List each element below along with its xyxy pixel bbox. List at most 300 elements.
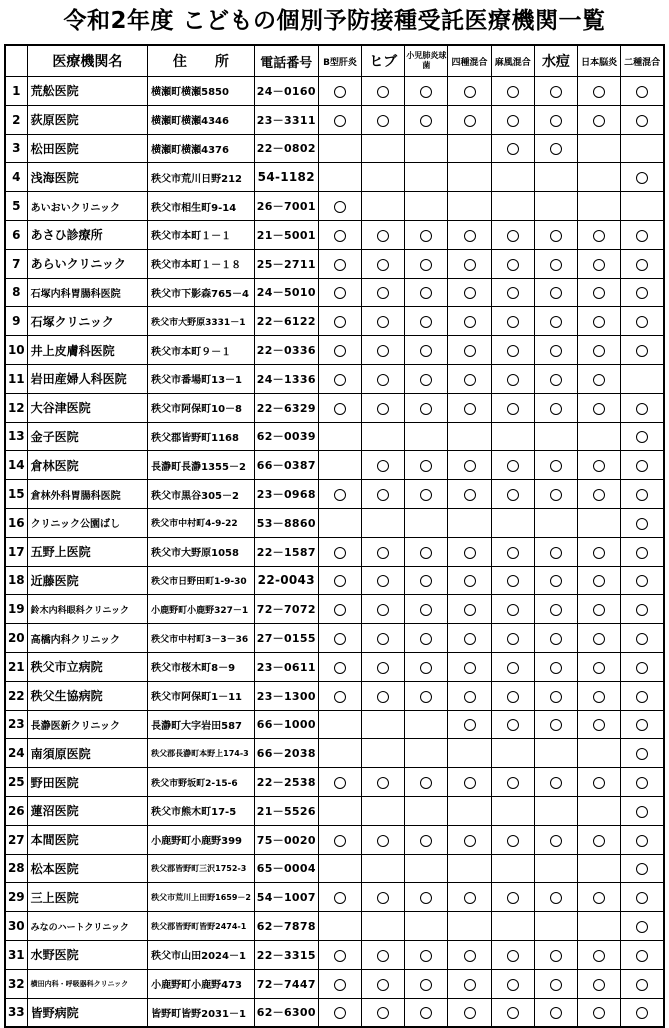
available-circle-icon <box>420 489 432 501</box>
vaccine-cell <box>405 163 448 192</box>
available-circle-icon <box>420 950 432 962</box>
vaccine-cell <box>621 998 664 1027</box>
vaccine-cell <box>578 595 621 624</box>
available-circle-icon <box>464 403 476 415</box>
available-circle-icon <box>636 489 648 501</box>
vaccine-cell <box>534 77 577 106</box>
available-circle-icon <box>464 86 476 98</box>
table-row <box>5 508 664 537</box>
header-vaccine-pneumococcal: 小児肺炎球菌 <box>405 45 448 77</box>
available-circle-icon <box>550 835 562 847</box>
vaccine-cell <box>578 220 621 249</box>
clinic-tel: 22－2538 <box>254 768 318 797</box>
clinic-address: 秩父市桜木町8－9 <box>148 652 254 681</box>
available-circle-icon <box>464 316 476 328</box>
vaccine-cell <box>448 422 491 451</box>
row-number: 5 <box>5 192 27 221</box>
row-number: 22 <box>5 681 27 710</box>
vaccine-cell <box>578 883 621 912</box>
vaccine-cell <box>578 624 621 653</box>
vaccine-cell <box>318 249 361 278</box>
vaccine-cell <box>448 77 491 106</box>
vaccine-cell <box>318 768 361 797</box>
available-circle-icon <box>550 633 562 645</box>
row-number: 21 <box>5 652 27 681</box>
header-vaccine-dt: 二種混合 <box>621 45 664 77</box>
available-circle-icon <box>377 633 389 645</box>
vaccine-cell <box>491 825 534 854</box>
vaccine-cell <box>405 278 448 307</box>
vaccine-cell <box>621 912 664 941</box>
vaccine-cell <box>491 739 534 768</box>
vaccine-cell <box>448 249 491 278</box>
clinic-name: あさひ診療所 <box>27 220 148 249</box>
vaccine-cell <box>534 883 577 912</box>
vaccine-cell <box>621 940 664 969</box>
table-row <box>5 998 664 1027</box>
table-row <box>5 249 664 278</box>
available-circle-icon <box>636 431 648 443</box>
vaccine-cell <box>491 134 534 163</box>
vaccine-cell <box>318 825 361 854</box>
available-circle-icon <box>636 863 648 875</box>
clinic-name: クリニック公園ばし <box>27 508 148 537</box>
available-circle-icon <box>377 662 389 674</box>
vaccine-cell <box>491 220 534 249</box>
table-row <box>5 739 664 768</box>
available-circle-icon <box>334 201 346 213</box>
vaccine-cell <box>318 192 361 221</box>
vaccine-cell <box>405 451 448 480</box>
vaccine-cell <box>318 451 361 480</box>
vaccine-cell <box>318 566 361 595</box>
vaccine-cell <box>578 278 621 307</box>
clinic-name: 松本医院 <box>27 854 148 883</box>
vaccine-cell <box>534 220 577 249</box>
vaccine-cell <box>621 710 664 739</box>
clinic-tel: 22-0043 <box>254 566 318 595</box>
vaccine-cell <box>621 566 664 595</box>
available-circle-icon <box>636 835 648 847</box>
row-number: 2 <box>5 105 27 134</box>
available-circle-icon <box>593 374 605 386</box>
vaccine-cell <box>448 134 491 163</box>
vaccine-cell <box>448 624 491 653</box>
clinic-tel: 54-1182 <box>254 163 318 192</box>
clinic-address: 秩父市荒川上田野1659－2 <box>148 883 254 912</box>
vaccine-cell <box>491 77 534 106</box>
clinic-address: 皆野町皆野2031－1 <box>148 998 254 1027</box>
vaccine-cell <box>491 969 534 998</box>
vaccine-cell <box>318 624 361 653</box>
clinic-address: 秩父郡皆野町三沢1752-3 <box>148 854 254 883</box>
available-circle-icon <box>377 230 389 242</box>
vaccine-cell <box>448 480 491 509</box>
table-row <box>5 105 664 134</box>
clinic-address: 秩父市阿保町10－8 <box>148 393 254 422</box>
clinic-tel: 72－7072 <box>254 595 318 624</box>
vaccine-cell <box>578 134 621 163</box>
clinic-name: 長瀞医新クリニック <box>27 710 148 739</box>
table-row <box>5 710 664 739</box>
vaccine-cell <box>491 710 534 739</box>
header-vaccine-hib: ヒブ <box>362 45 405 77</box>
vaccine-cell <box>448 163 491 192</box>
available-circle-icon <box>636 259 648 271</box>
clinic-address: 秩父市相生町9-14 <box>148 192 254 221</box>
available-circle-icon <box>550 287 562 299</box>
available-circle-icon <box>334 575 346 587</box>
vaccine-cell <box>318 134 361 163</box>
available-circle-icon <box>334 691 346 703</box>
vaccine-cell <box>578 508 621 537</box>
vaccine-cell <box>578 998 621 1027</box>
clinic-tel: 25－2711 <box>254 249 318 278</box>
vaccine-cell <box>534 307 577 336</box>
vaccine-cell <box>362 998 405 1027</box>
available-circle-icon <box>420 403 432 415</box>
vaccine-cell <box>448 537 491 566</box>
vaccine-cell <box>405 134 448 163</box>
vaccine-cell <box>621 393 664 422</box>
available-circle-icon <box>420 979 432 991</box>
clinic-name: 秩父生協病院 <box>27 681 148 710</box>
clinic-address: 小鹿野町小鹿野327－1 <box>148 595 254 624</box>
vaccine-cell <box>578 681 621 710</box>
clinic-name: 大谷津医院 <box>27 393 148 422</box>
row-number: 28 <box>5 854 27 883</box>
row-number: 31 <box>5 940 27 969</box>
clinic-address: 秩父市本町９－１ <box>148 336 254 365</box>
vaccine-cell <box>405 422 448 451</box>
vaccine-cell <box>534 537 577 566</box>
vaccine-cell <box>362 796 405 825</box>
row-number: 16 <box>5 508 27 537</box>
table-row <box>5 480 664 509</box>
table-row <box>5 393 664 422</box>
row-number: 26 <box>5 796 27 825</box>
vaccine-cell <box>405 883 448 912</box>
clinic-address: 秩父市阿保町1－11 <box>148 681 254 710</box>
available-circle-icon <box>507 604 519 616</box>
vaccine-cell <box>405 364 448 393</box>
available-circle-icon <box>550 230 562 242</box>
vaccine-cell <box>448 652 491 681</box>
vaccine-cell <box>362 739 405 768</box>
available-circle-icon <box>507 489 519 501</box>
vaccine-cell <box>405 854 448 883</box>
available-circle-icon <box>334 604 346 616</box>
vaccine-cell <box>362 278 405 307</box>
clinic-address: 秩父市山田2024－1 <box>148 940 254 969</box>
clinic-tel: 75－0020 <box>254 825 318 854</box>
available-circle-icon <box>420 777 432 789</box>
table-row <box>5 77 664 106</box>
vaccine-cell <box>534 998 577 1027</box>
available-circle-icon <box>377 604 389 616</box>
available-circle-icon <box>507 1007 519 1019</box>
clinic-tel: 22－0336 <box>254 336 318 365</box>
clinic-tel: 21－5001 <box>254 220 318 249</box>
vaccine-cell <box>534 912 577 941</box>
vaccine-cell <box>362 595 405 624</box>
vaccine-cell <box>448 883 491 912</box>
vaccine-cell <box>448 854 491 883</box>
vaccine-cell <box>534 393 577 422</box>
vaccine-cell <box>362 336 405 365</box>
table-row <box>5 451 664 480</box>
vaccine-cell <box>318 912 361 941</box>
vaccine-cell <box>448 710 491 739</box>
vaccine-cell <box>491 364 534 393</box>
vaccine-cell <box>318 336 361 365</box>
available-circle-icon <box>377 316 389 328</box>
vaccine-cell <box>621 220 664 249</box>
table-body <box>5 77 664 1028</box>
clinic-tel: 54－1007 <box>254 883 318 912</box>
vaccine-cell <box>318 508 361 537</box>
available-circle-icon <box>377 892 389 904</box>
available-circle-icon <box>464 230 476 242</box>
clinic-tel: 62－7878 <box>254 912 318 941</box>
available-circle-icon <box>550 143 562 155</box>
vaccine-cell <box>491 883 534 912</box>
table-row <box>5 537 664 566</box>
table-row <box>5 652 664 681</box>
vaccine-cell <box>578 940 621 969</box>
vaccine-cell <box>534 710 577 739</box>
vaccine-cell <box>362 134 405 163</box>
clinic-name: 五野上医院 <box>27 537 148 566</box>
available-circle-icon <box>507 979 519 991</box>
available-circle-icon <box>550 950 562 962</box>
vaccine-cell <box>578 105 621 134</box>
clinic-name: 野田医院 <box>27 768 148 797</box>
vaccine-cell <box>362 537 405 566</box>
available-circle-icon <box>507 777 519 789</box>
available-circle-icon <box>420 547 432 559</box>
clinic-name: 南須原医院 <box>27 739 148 768</box>
clinic-address: 横瀬町横瀬4346 <box>148 105 254 134</box>
vaccine-cell <box>405 969 448 998</box>
available-circle-icon <box>464 777 476 789</box>
vaccine-cell <box>491 422 534 451</box>
available-circle-icon <box>507 374 519 386</box>
clinic-name: あらいクリニック <box>27 249 148 278</box>
available-circle-icon <box>507 633 519 645</box>
header-vaccine-dpt-ipv: 四種混合 <box>448 45 491 77</box>
clinic-name: 井上皮膚科医院 <box>27 336 148 365</box>
available-circle-icon <box>420 691 432 703</box>
table-row <box>5 336 664 365</box>
vaccine-cell <box>491 451 534 480</box>
vaccine-cell <box>491 768 534 797</box>
clinic-tel: 22－0802 <box>254 134 318 163</box>
row-number: 7 <box>5 249 27 278</box>
clinic-address: 横瀬町横瀬5850 <box>148 77 254 106</box>
vaccine-cell <box>621 336 664 365</box>
table-row <box>5 307 664 336</box>
vaccine-cell <box>448 307 491 336</box>
vaccine-cell <box>362 192 405 221</box>
available-circle-icon <box>507 230 519 242</box>
available-circle-icon <box>377 547 389 559</box>
vaccine-cell <box>448 768 491 797</box>
table-row <box>5 134 664 163</box>
clinic-tel: 62－0039 <box>254 422 318 451</box>
vaccine-cell <box>491 940 534 969</box>
available-circle-icon <box>420 230 432 242</box>
vaccine-cell <box>318 681 361 710</box>
available-circle-icon <box>636 979 648 991</box>
table-row <box>5 912 664 941</box>
vaccine-cell <box>534 249 577 278</box>
vaccine-cell <box>318 163 361 192</box>
vaccine-cell <box>362 249 405 278</box>
vaccine-cell <box>491 163 534 192</box>
table-row <box>5 940 664 969</box>
available-circle-icon <box>334 259 346 271</box>
available-circle-icon <box>593 950 605 962</box>
vaccine-cell <box>318 278 361 307</box>
available-circle-icon <box>420 892 432 904</box>
vaccine-cell <box>534 854 577 883</box>
available-circle-icon <box>636 633 648 645</box>
row-number: 12 <box>5 393 27 422</box>
available-circle-icon <box>636 691 648 703</box>
clinic-address: 秩父市熊木町17-5 <box>148 796 254 825</box>
row-number: 18 <box>5 566 27 595</box>
vaccine-cell <box>362 652 405 681</box>
vaccine-cell <box>448 998 491 1027</box>
available-circle-icon <box>377 979 389 991</box>
available-circle-icon <box>593 460 605 472</box>
clinic-name: あいおいクリニック <box>27 192 148 221</box>
available-circle-icon <box>636 921 648 933</box>
available-circle-icon <box>636 172 648 184</box>
vaccine-cell <box>578 249 621 278</box>
clinic-tel: 23－1300 <box>254 681 318 710</box>
vaccine-cell <box>578 422 621 451</box>
vaccine-cell <box>318 595 361 624</box>
clinic-address: 長瀞町大字岩田587 <box>148 710 254 739</box>
vaccine-cell <box>405 768 448 797</box>
available-circle-icon <box>507 662 519 674</box>
available-circle-icon <box>464 345 476 357</box>
vaccine-cell <box>362 307 405 336</box>
clinic-name: 金子医院 <box>27 422 148 451</box>
clinic-name: 高橋内科クリニック <box>27 624 148 653</box>
table-row <box>5 969 664 998</box>
vaccine-cell <box>362 883 405 912</box>
available-circle-icon <box>550 460 562 472</box>
available-circle-icon <box>593 489 605 501</box>
vaccine-cell <box>318 220 361 249</box>
available-circle-icon <box>636 748 648 760</box>
clinic-address: 秩父郡長瀞町本野上174-3 <box>148 739 254 768</box>
available-circle-icon <box>334 86 346 98</box>
vaccine-cell <box>621 422 664 451</box>
available-circle-icon <box>593 287 605 299</box>
vaccine-cell <box>621 192 664 221</box>
clinic-address: 秩父市大野原3331－1 <box>148 307 254 336</box>
vaccine-cell <box>578 739 621 768</box>
row-number: 24 <box>5 739 27 768</box>
vaccine-cell <box>405 624 448 653</box>
vaccine-cell <box>534 364 577 393</box>
vaccine-cell <box>405 393 448 422</box>
available-circle-icon <box>507 575 519 587</box>
clinic-tel: 23－3311 <box>254 105 318 134</box>
available-circle-icon <box>507 892 519 904</box>
vaccine-cell <box>491 854 534 883</box>
vaccine-cell <box>491 595 534 624</box>
clinic-tel: 24－1336 <box>254 364 318 393</box>
vaccine-cell <box>362 825 405 854</box>
vaccine-cell <box>362 480 405 509</box>
available-circle-icon <box>464 835 476 847</box>
clinic-name: 鈴木内科眼科クリニック <box>27 595 148 624</box>
row-number: 27 <box>5 825 27 854</box>
vaccine-cell <box>578 451 621 480</box>
table-row <box>5 624 664 653</box>
row-number: 30 <box>5 912 27 941</box>
row-number: 13 <box>5 422 27 451</box>
clinic-name: 石塚内科胃腸科医院 <box>27 278 148 307</box>
vaccine-cell <box>621 364 664 393</box>
vaccine-cell <box>448 566 491 595</box>
available-circle-icon <box>550 691 562 703</box>
vaccine-cell <box>491 566 534 595</box>
vaccine-cell <box>491 912 534 941</box>
vaccine-cell <box>621 77 664 106</box>
header-no <box>5 45 27 77</box>
vaccine-cell <box>318 393 361 422</box>
available-circle-icon <box>550 547 562 559</box>
vaccine-cell <box>621 278 664 307</box>
table-row <box>5 681 664 710</box>
clinic-address: 長瀞町長瀞1355－2 <box>148 451 254 480</box>
row-number: 3 <box>5 134 27 163</box>
available-circle-icon <box>593 892 605 904</box>
available-circle-icon <box>420 835 432 847</box>
vaccine-cell <box>621 134 664 163</box>
row-number: 8 <box>5 278 27 307</box>
clinic-name: 荒舩医院 <box>27 77 148 106</box>
available-circle-icon <box>550 662 562 674</box>
clinic-name: 松田医院 <box>27 134 148 163</box>
vaccine-cell <box>405 652 448 681</box>
vaccine-cell <box>405 998 448 1027</box>
vaccine-cell <box>362 940 405 969</box>
vaccine-cell <box>578 480 621 509</box>
clinic-name: 秩父市立病院 <box>27 652 148 681</box>
vaccine-cell <box>491 192 534 221</box>
available-circle-icon <box>334 287 346 299</box>
vaccine-cell <box>318 796 361 825</box>
vaccine-cell <box>491 652 534 681</box>
table-row <box>5 883 664 912</box>
vaccine-cell <box>491 307 534 336</box>
clinic-tel: 26－7001 <box>254 192 318 221</box>
clinic-address: 秩父郡皆野町皆野2474-1 <box>148 912 254 941</box>
available-circle-icon <box>636 86 648 98</box>
table-row <box>5 595 664 624</box>
row-number: 1 <box>5 77 27 106</box>
clinic-name: 浅海医院 <box>27 163 148 192</box>
clinic-address: 秩父市野坂町2-15-6 <box>148 768 254 797</box>
available-circle-icon <box>334 633 346 645</box>
